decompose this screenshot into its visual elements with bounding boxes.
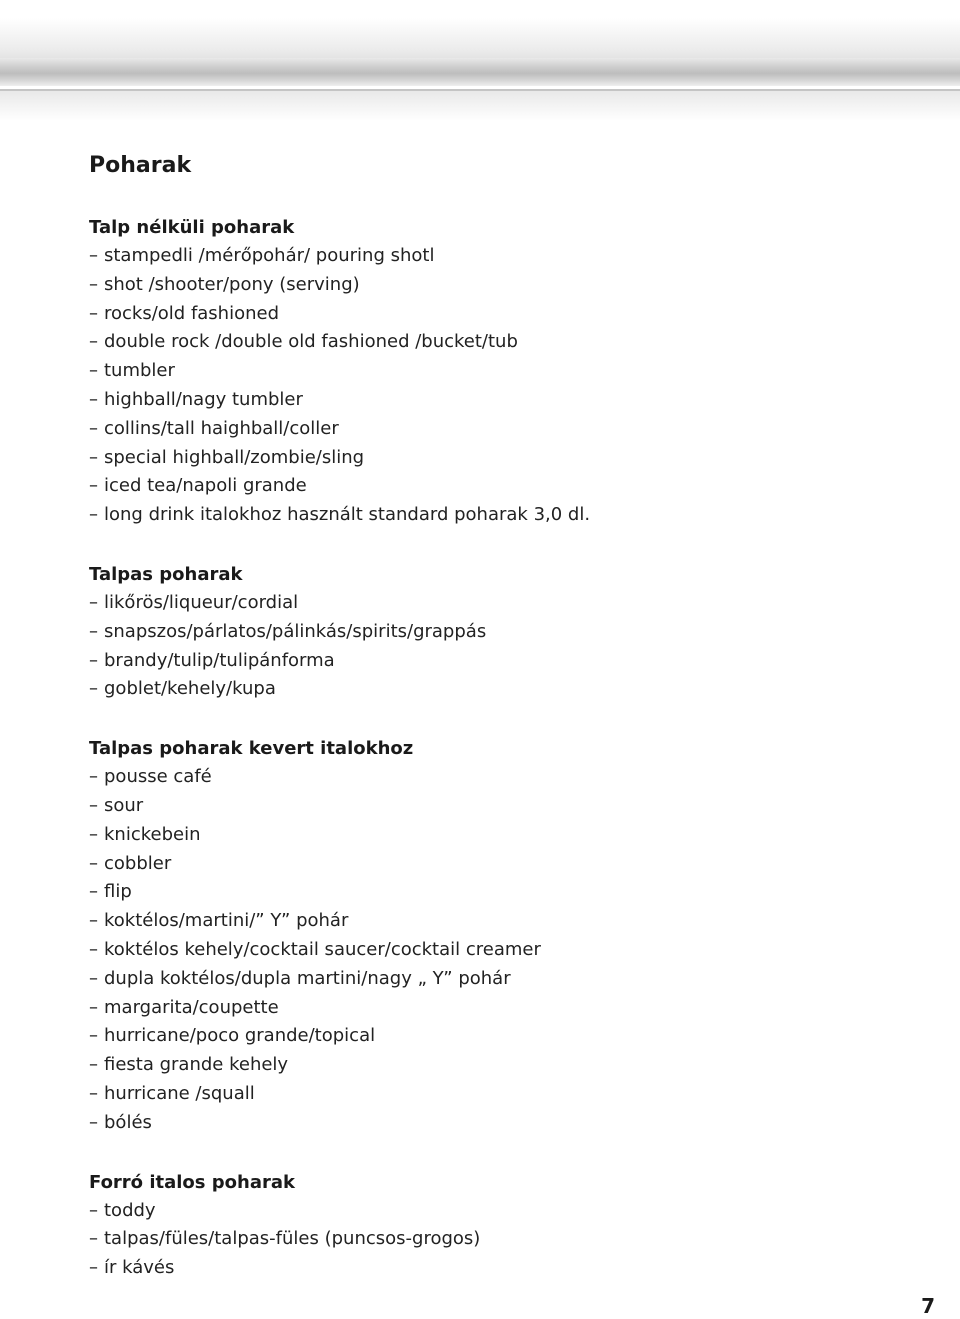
list-item-text: rocks/old fashioned — [104, 302, 280, 324]
list-bullet-dash: – — [89, 678, 98, 700]
item-list — [89, 1197, 909, 1283]
list-bullet-dash: – — [89, 475, 98, 497]
list-bullet-dash: – — [89, 1054, 98, 1076]
list-item-text: koktélos kehely/cocktail saucer/cocktail creamer — [104, 938, 541, 960]
list-item — [89, 589, 909, 618]
list-item-text: shot /shooter/pony (serving) — [104, 273, 360, 295]
list-item-text: snapszos/párlatos/pálinkás/spirits/grappás — [104, 620, 487, 642]
list-item-text: dupla koktélos/dupla martini/nagy „ Y” pohár — [104, 967, 511, 989]
list-item-text: hurricane /squall — [104, 1082, 255, 1104]
list-item — [89, 415, 909, 444]
list-bullet-dash: – — [89, 823, 98, 845]
list-item-text: collins/tall haighball/coller — [104, 417, 339, 439]
list-bullet-dash: – — [89, 649, 98, 671]
list-item — [89, 501, 909, 530]
list-item-text: special highball/zombie/sling — [104, 446, 365, 468]
section-heading: Talpas poharak kevert italokhoz — [89, 738, 414, 760]
section — [89, 213, 909, 530]
list-item-text: toddy — [104, 1199, 156, 1221]
list-item-text: sour — [104, 794, 144, 816]
header-band-shadow — [0, 91, 960, 121]
list-bullet-dash: – — [89, 1082, 98, 1104]
list-item — [89, 1225, 909, 1254]
list-item — [89, 907, 909, 936]
list-item-text: highball/nagy tumbler — [104, 388, 303, 410]
list-bullet-dash: – — [89, 1228, 98, 1250]
header-decorative-band — [0, 0, 960, 120]
list-bullet-dash: – — [89, 1257, 98, 1279]
list-item-text: long drink italokhoz használt standard poharak 3,0 dl. — [104, 504, 591, 526]
list-item-text: pousse café — [104, 766, 212, 788]
list-bullet-dash: – — [89, 245, 98, 266]
list-bullet-dash: – — [89, 302, 98, 324]
list-item-text: bólés — [104, 1111, 152, 1133]
list-item — [89, 850, 909, 879]
section — [89, 734, 909, 1137]
list-item — [89, 328, 909, 357]
list-bullet-dash: – — [89, 881, 98, 903]
list-bullet-dash: – — [89, 794, 98, 816]
list-bullet-dash: – — [89, 967, 98, 989]
list-item — [89, 357, 909, 386]
list-item — [89, 878, 909, 907]
list-item-text: margarita/coupette — [104, 996, 279, 1018]
list-bullet-dash: – — [89, 766, 98, 788]
list-item-text: goblet/kehely/kupa — [104, 678, 276, 700]
list-item-text: hurricane/poco grande/topical — [104, 1025, 376, 1047]
list-item-text: iced tea/napoli grande — [104, 475, 307, 497]
list-item — [89, 1080, 909, 1109]
list-item-text: tumbler — [104, 360, 175, 382]
list-item — [89, 675, 909, 704]
section — [89, 560, 909, 704]
list-item — [89, 936, 909, 965]
list-bullet-dash: – — [89, 504, 98, 526]
list-bullet-dash: – — [89, 910, 98, 932]
section-heading: Talp nélküli poharak — [89, 217, 295, 238]
section-heading: Talpas poharak — [89, 563, 243, 585]
list-item — [89, 300, 909, 329]
list-item — [89, 618, 909, 647]
list-item — [89, 965, 909, 994]
list-item — [89, 472, 909, 501]
section-container — [89, 213, 909, 1283]
list-item-text: fiesta grande kehely — [104, 1054, 289, 1076]
list-item-text: ír kávés — [104, 1257, 175, 1279]
list-item — [89, 821, 909, 850]
section — [89, 1168, 909, 1283]
list-item-text: double rock /double old fashioned /bucket/tub — [104, 331, 518, 353]
list-item-text: koktélos/martini/” Y” pohár — [104, 910, 349, 932]
list-item-text: likőrös/liqueur/cordial — [104, 591, 299, 613]
list-item — [89, 1109, 909, 1138]
list-bullet-dash: – — [89, 331, 98, 353]
list-bullet-dash: – — [89, 360, 98, 382]
list-bullet-dash: – — [89, 388, 98, 410]
item-list — [89, 589, 909, 704]
list-item-text: knickebein — [104, 823, 201, 845]
list-bullet-dash: – — [89, 852, 98, 874]
list-item — [89, 647, 909, 676]
item-list — [89, 763, 909, 1137]
list-item — [89, 1197, 909, 1226]
list-item — [89, 1254, 909, 1283]
page-title: Poharak — [89, 153, 192, 178]
section-heading: Forró italos poharak — [89, 1171, 295, 1193]
list-item — [89, 386, 909, 415]
list-bullet-dash: – — [89, 591, 98, 613]
list-item — [89, 1022, 909, 1051]
list-bullet-dash: – — [89, 996, 98, 1018]
item-list — [89, 242, 909, 530]
list-item — [89, 792, 909, 821]
page-number: 7 — [921, 1294, 935, 1318]
list-bullet-dash: – — [89, 1111, 98, 1133]
list-bullet-dash: – — [89, 1199, 98, 1221]
list-bullet-dash: – — [89, 620, 98, 642]
list-bullet-dash: – — [89, 938, 98, 960]
header-band-bar — [0, 58, 960, 86]
list-item-text: brandy/tulip/tulipánforma — [104, 649, 335, 671]
list-item-text: stampedli /mérőpohár/ pouring shotl — [104, 245, 435, 266]
list-bullet-dash: – — [89, 1025, 98, 1047]
list-item — [89, 994, 909, 1023]
list-bullet-dash: – — [89, 446, 98, 468]
list-bullet-dash: – — [89, 417, 98, 439]
page-content — [89, 150, 909, 1283]
list-item — [89, 271, 909, 300]
list-item — [89, 763, 909, 792]
list-item — [89, 1051, 909, 1080]
list-item — [89, 444, 909, 473]
list-item-text: flip — [104, 881, 132, 903]
list-bullet-dash: – — [89, 273, 98, 295]
list-item-text: cobbler — [104, 852, 172, 874]
list-item-text: talpas/füles/talpas-füles (puncsos-grogos) — [104, 1228, 481, 1250]
list-item — [89, 242, 909, 271]
